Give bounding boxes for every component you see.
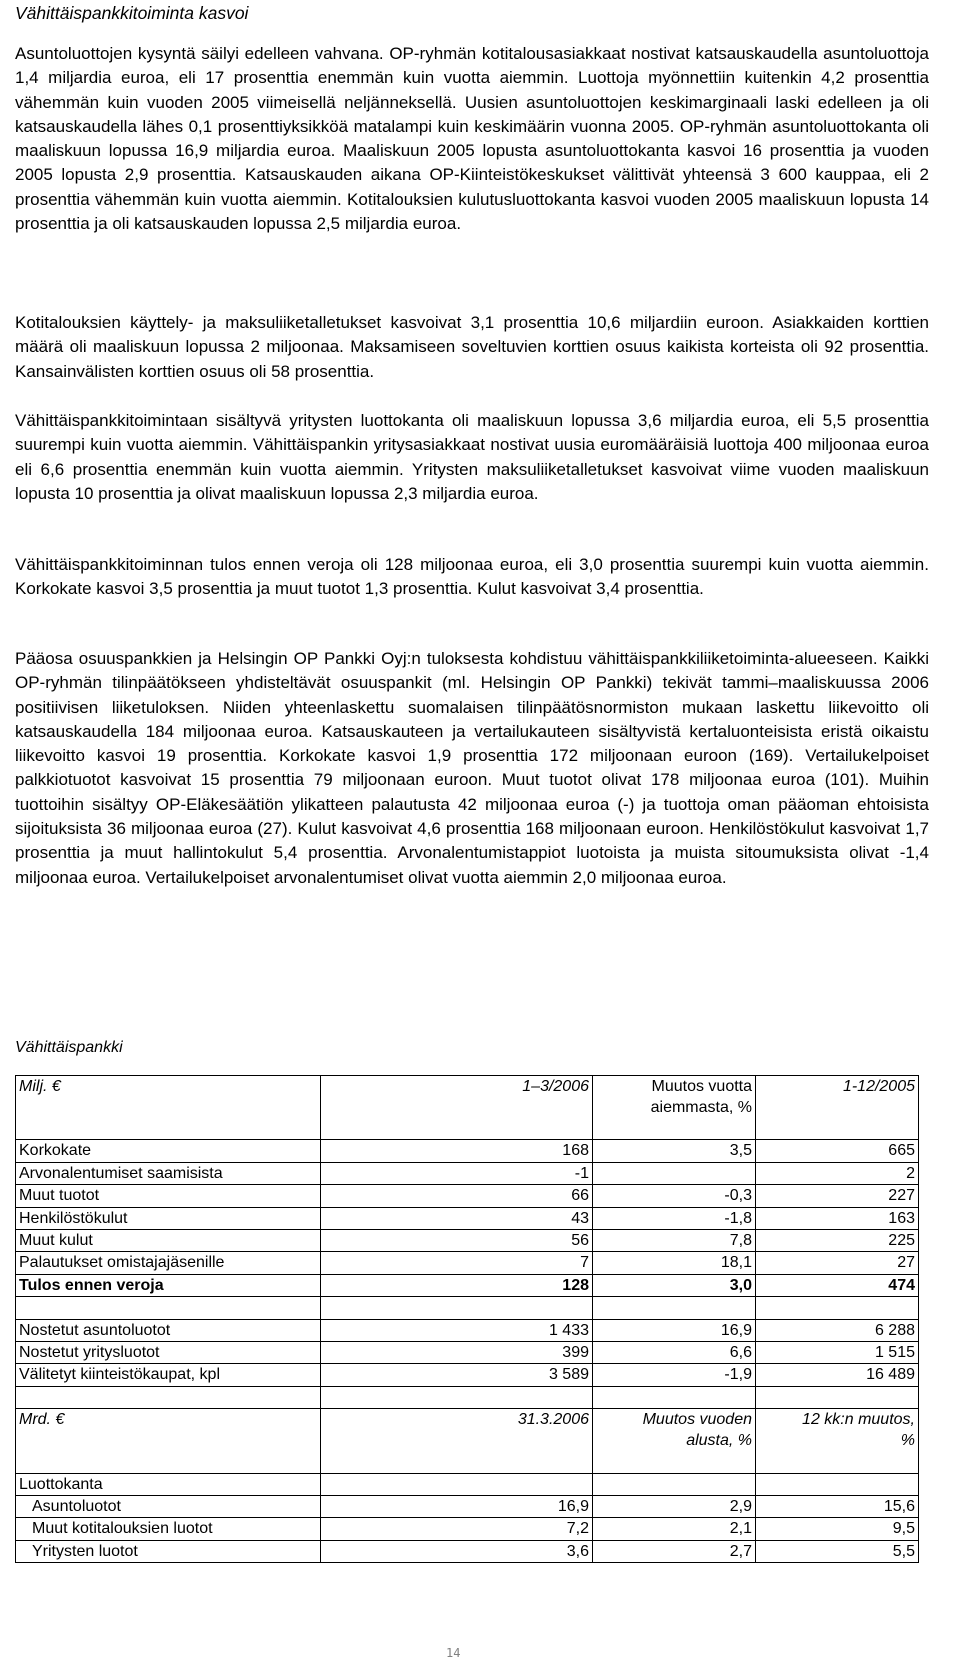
paragraph-cooperative-banks: Pääosa osuuspankkien ja Helsingin OP Pankki Oyj:n tuloksesta kohdistuu vähittäispankkiliiketoiminta-alueeseen. Kaikki OP-ryhmän tilinpäätökseen yhdisteltävät osuuspankit (ml. Helsingin OP Pankki) tekivät tammi–maaliskuussa 2006 positiivisen liiketuloksen. Niiden yhteenlaskettu suomalaisen tilinpäätösnormiston mukaan laskettu liikevoitto oli katsauskaudella 184 miljoonaa euroa. Katsauskauteen ja vertailukauteen sisältyvistä kertaluonteisista eristä oikaistu liikevoitto kasvoi 19 prosenttia. Korkokate kasvoi 1,9 prosenttia 172 miljoonaan euroon (169). Vertailukelpoiset palkkiotuotot kasvoivat 15 prosenttia 79 miljoonaan euroon. Muut tuotot olivat 178 miljoonaa euroa (101). Muihin tuottoihin sisältyy OP-Eläkesäätiön ylikatteen palautusta 42 miljoonaa euroa (-) ja tuottoja oman pääoman ehtoisista sijoituksista 36 miljoonaa euroa (27). Kulut kasvoivat 4,6 prosenttia 168 miljoonaan euroon. Henkilöstökulut kasvoivat 1,7 prosenttia ja muut hallintokulut 5,4 prosenttia. Arvonalentumistappiot luotoista ja muista sitoumuksista olivat -1,4 miljoonaa euroa. Vertailukelpoiset arvonalentumiset olivat vuotta aiemmin 2,0 miljoonaa euroa. bbox=[15, 649, 929, 887]
page-number: 14 bbox=[446, 1646, 461, 1660]
table-row: Välitetyt kiinteistökaupat, kpl 3 589 -1,9 16 489 bbox=[16, 1364, 919, 1386]
table-row: Muut kulut 56 7,8 225 bbox=[16, 1230, 919, 1252]
table-row: Muut tuotot 66 -0,3 227 bbox=[16, 1185, 919, 1207]
paragraph-earnings: Vähittäispankkitoiminnan tulos ennen veroja oli 128 miljoonaa euroa, eli 3,0 prosenttia suurempi kuin vuotta aiemmin. Korkokate kasvoi 3,5 prosenttia ja muut tuotot 1,3 prosenttia. Kulut kasvoivat 3,4 prosenttia. bbox=[15, 555, 929, 599]
paragraph-corporate-loans: Vähittäispankkitoimintaan sisältyvä yritysten luottokanta oli maaliskuun lopussa 3,6 miljardia euroa, eli 5,5 prosenttia suurempi kuin vuotta aiemmin. Vähittäispankin yritysasiakkaat nostivat uusia euromääräisiä luottoja 400 miljoonaa euroa eli 6,6 prosenttia enemmän kuin vuotta aiemmin. Yritysten maksuliiketalletukset kasvoivat viime vuoden maaliskuun lopusta 10 prosenttia ja olivat maaliskuun lopussa 2,3 miljardia euroa. bbox=[15, 411, 929, 503]
header2-unit: Mrd. € bbox=[16, 1409, 321, 1452]
retail-banking-table bbox=[15, 1075, 919, 1563]
header2-change-ytd: Muutos vuoden alusta, % bbox=[593, 1409, 756, 1452]
table-spacer-row bbox=[16, 1386, 919, 1408]
header-change-line1: Muutos vuotta bbox=[651, 1078, 752, 1095]
table-row: Palautukset omistajajäsenille 7 18,1 27 bbox=[16, 1252, 919, 1274]
table2-header-row bbox=[16, 1409, 919, 1452]
header-unit: Milj. € bbox=[16, 1076, 321, 1119]
table-row: Asuntoluotot 16,9 2,9 15,6 bbox=[16, 1496, 919, 1518]
table-group-row bbox=[16, 1473, 919, 1495]
table-row: Arvonalentumiset saamisista -1 2 bbox=[16, 1162, 919, 1184]
table-row: Yritysten luotot 3,6 2,7 5,5 bbox=[16, 1540, 919, 1562]
section-title: Vähittäispankkitoiminta kasvoi bbox=[15, 3, 249, 23]
header-change-line2: aiemmasta, % bbox=[650, 1099, 752, 1116]
header2-change-12m: 12 kk:n muutos, % bbox=[756, 1409, 919, 1452]
table-row: Nostetut asuntoluotot 1 433 16,9 6 288 bbox=[16, 1319, 919, 1341]
table-spacer-row bbox=[16, 1297, 919, 1319]
header-prev-year: 1-12/2005 bbox=[756, 1076, 919, 1119]
group-label-loan-portfolio: Luottokanta bbox=[16, 1473, 321, 1495]
paragraph-housing-loans: Asuntoluottojen kysyntä säilyi edelleen vahvana. OP-ryhmän kotitalousasiakkaat nostivat katsauskaudella asuntoluottoja 1,4 miljardia euroa, eli 17 prosenttia enemmän kuin vuotta aiemmin. Luottoja myönnettiin kuitenkin 4,2 prosenttia vähemmän kuin vuoden 2005 viimeisellä neljänneksellä. Uusien asuntoluottojen keskimarginaali laski edelleen ja oli katsauskaudella lähes 0,1 prosenttiyksikköä matalampi kuin keskimäärin vuonna 2005. OP-ryhmän asuntoluottokanta oli maaliskuun lopussa 16,9 miljardia euroa. Maaliskuun 2005 lopusta asuntoluottokanta kasvoi 16 prosenttia ja vuoden 2005 lopusta 2,9 prosenttia. Katsauskauden aikana OP-Kiinteistökeskukset välittivät yhteensä 3 600 kauppaa, eli 2 prosenttia vähemmän kuin vuotta aiemmin. Kotitalouksien kulutusluottokanta kasvoi vuoden 2005 maaliskuun lopusta 14 prosenttia ja oli katsauskauden lopussa 2,5 miljardia euroa. bbox=[15, 44, 929, 234]
table-spacer-row bbox=[16, 1451, 919, 1473]
table-row: Muut kotitalouksien luotot 7,2 2,1 9,5 bbox=[16, 1518, 919, 1540]
table-total-row: Tulos ennen veroja 128 3,0 474 bbox=[16, 1274, 919, 1296]
header2-date: 31.3.2006 bbox=[321, 1409, 593, 1452]
table-header-row bbox=[16, 1076, 919, 1119]
table-spacer-row bbox=[16, 1118, 919, 1140]
table-row: Nostetut yritysluotot 399 6,6 1 515 bbox=[16, 1342, 919, 1364]
header-period: 1–3/2006 bbox=[321, 1076, 593, 1119]
table-row: Henkilöstökulut 43 -1,8 163 bbox=[16, 1207, 919, 1229]
paragraph-deposits-cards: Kotitalouksien käyttely- ja maksuliiketalletukset kasvoivat 3,1 prosenttia 10,6 miljardiin euroon. Asiakkaiden korttien määrä oli maaliskuun lopussa 2 miljoonaa. Maksamiseen soveltuvien korttien osuus kaikista korteista oli 92 prosenttia. Kansainvälisten korttien osuus oli 58 prosenttia. bbox=[15, 313, 929, 381]
table-row: Korkokate 168 3,5 665 bbox=[16, 1140, 919, 1162]
header-change bbox=[593, 1076, 756, 1119]
table-caption: Vähittäispankki bbox=[15, 1039, 123, 1056]
